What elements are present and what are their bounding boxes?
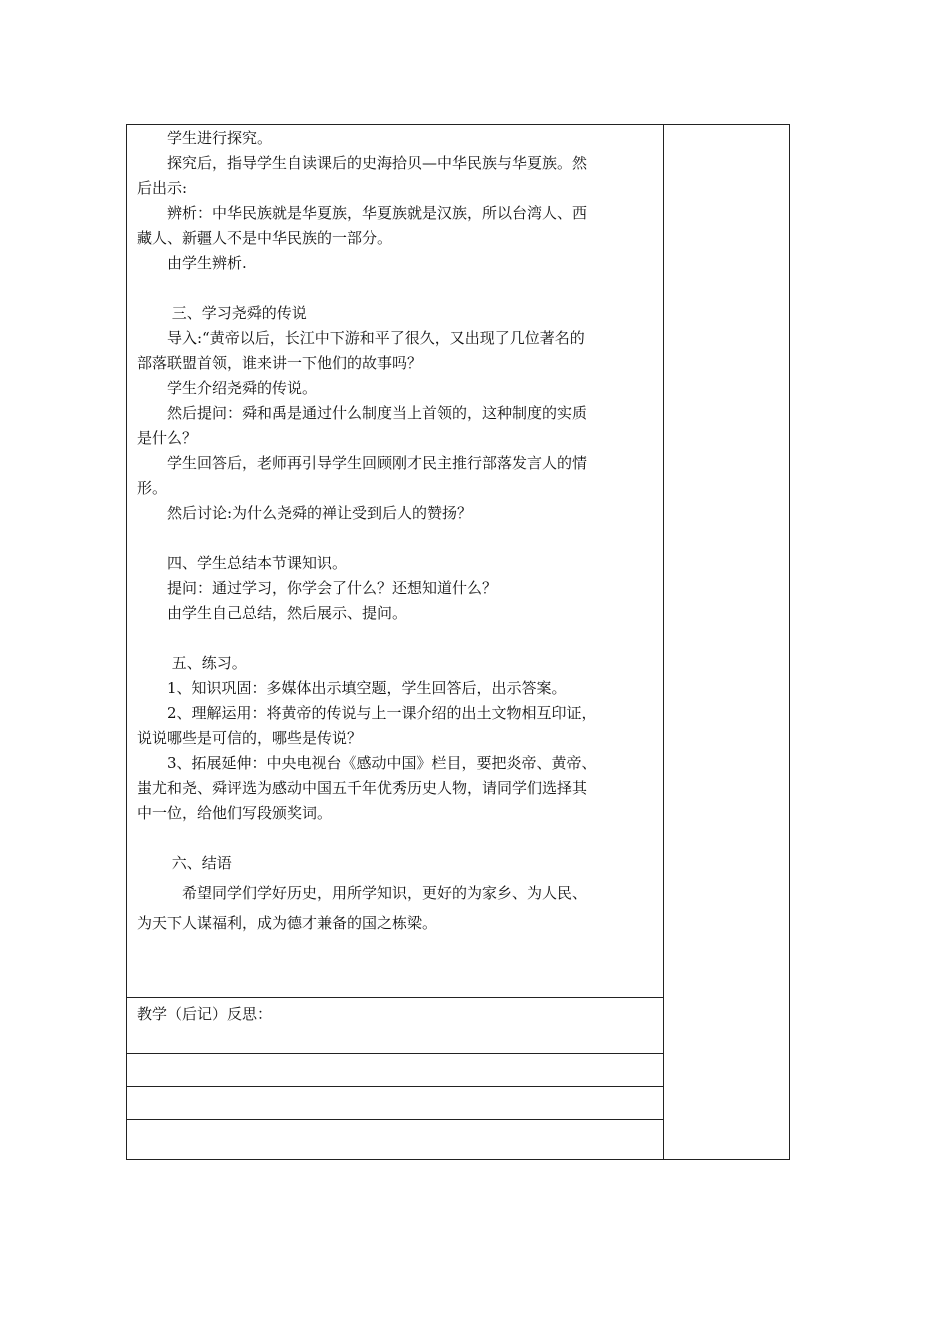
section-heading: 三、学习尧舜的传说 (137, 304, 307, 322)
reflection-label: 教学（后记）反思： (137, 1005, 273, 1023)
content-line: 中一位，给他们写段颁奖词。 (137, 804, 333, 822)
content-line: 部落联盟首领，谁来讲一下他们的故事吗？ (137, 354, 423, 372)
content-line: 1、知识巩固：多媒体出示填空题，学生回答后，出示答案。 (137, 679, 567, 697)
row-divider (127, 997, 663, 998)
content-line: 提问：通过学习，你学会了什么？还想知道什么？ (137, 579, 498, 597)
content-line: 学生进行探究。 (137, 129, 273, 147)
content-line: 2、理解运用：将黄帝的传说与上一课介绍的出土文物相互印证， (137, 704, 597, 722)
content-line: 为天下人谋福利，成为德才兼备的国之栋梁。 (137, 914, 438, 932)
content-line: 然后讨论:为什么尧舜的禅让受到后人的赞扬？ (137, 504, 473, 522)
content-line: 说说哪些是可信的，哪些是传说？ (137, 729, 363, 747)
section-heading: 四、学生总结本节课知识。 (137, 554, 348, 572)
lesson-plan-table (126, 124, 790, 1160)
content-line: 由学生辨析. (137, 254, 247, 272)
content-line: 希望同学们学好历史，用所学知识，更好的为家乡、为人民、 (137, 884, 588, 902)
section-heading: 五、练习。 (137, 654, 247, 672)
content-line: 后出示: (137, 179, 188, 197)
column-divider (663, 125, 664, 1159)
row-divider (127, 1086, 663, 1087)
content-line: 藏人、新疆人不是中华民族的一部分。 (137, 229, 393, 247)
row-divider (127, 1119, 663, 1120)
section-heading: 六、结语 (137, 854, 232, 872)
content-line: 导入:“黄帝以后，长江中下游和平了很久，又出现了几位著名的 (137, 329, 585, 347)
content-line: 学生介绍尧舜的传说。 (137, 379, 318, 397)
teaching-content-cell (127, 125, 663, 997)
content-line: 是什么？ (137, 429, 198, 447)
content-line: 然后提问：舜和禹是通过什么制度当上首领的，这种制度的实质 (137, 404, 588, 422)
content-line: 形。 (137, 479, 168, 497)
row-divider (127, 1053, 663, 1054)
content-line: 辨析：中华民族就是华夏族，华夏族就是汉族，所以台湾人、西 (137, 204, 588, 222)
content-line: 3、拓展延伸：中央电视台《感动中国》栏目，要把炎帝、黄帝、 (137, 754, 597, 772)
content-line: 学生回答后，老师再引导学生回顾刚才民主推行部落发言人的情 (137, 454, 588, 472)
content-line: 由学生自己总结，然后展示、提问。 (137, 604, 408, 622)
content-line: 蚩尤和尧、舜评选为感动中国五千年优秀历史人物，请同学们选择其 (137, 779, 588, 797)
content-line: 探究后，指导学生自读课后的史海拾贝—中华民族与华夏族。然 (137, 154, 588, 172)
